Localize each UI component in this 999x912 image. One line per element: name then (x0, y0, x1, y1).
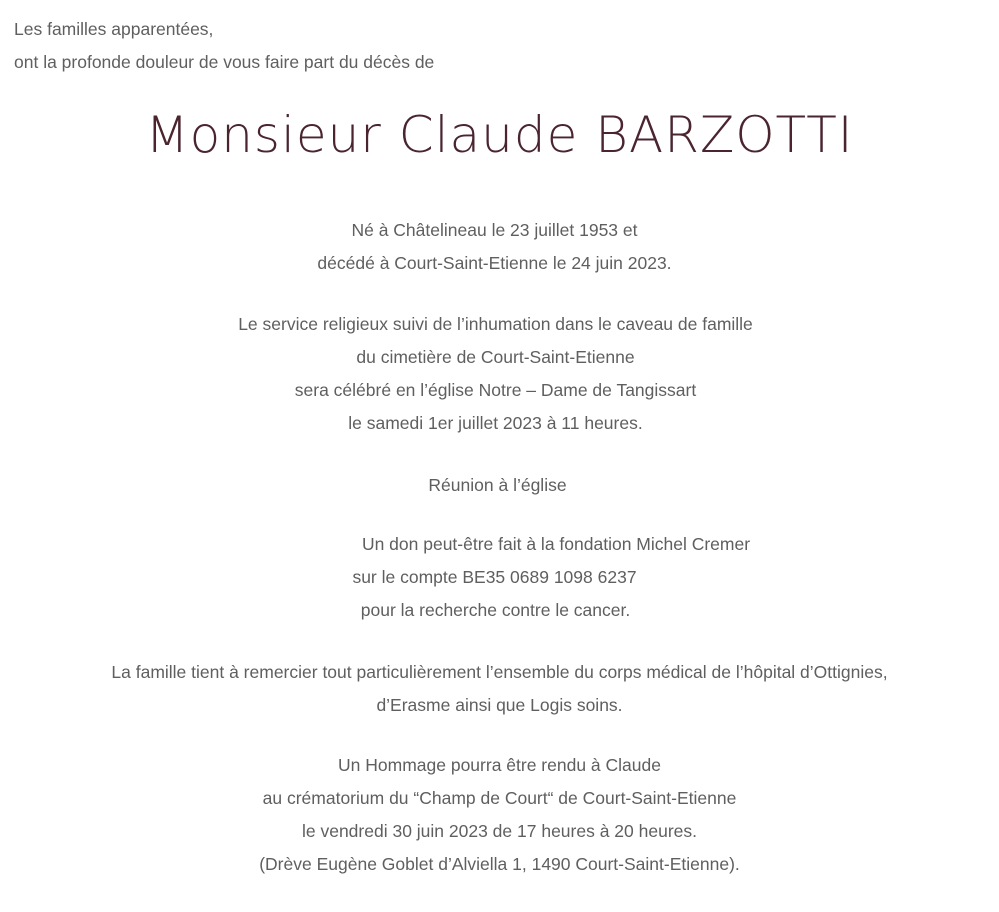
hommage-address-line: (Drève Eugène Goblet d’Alviella 1, 1490 Court-Saint-Etienne). (259, 854, 740, 874)
service-line-2: du cimetière de Court-Saint-Etienne (356, 347, 635, 367)
thanks-block (0, 656, 999, 722)
birth-line: Né à Châtelineau le 23 juillet 1953 et (351, 220, 638, 240)
deceased-name: Monsieur Claude BARZOTTI (145, 106, 854, 164)
thanks-line-1: La famille tient à remercier tout particulièrement l’ensemble du corps médical de l’hôpital d’Ottignies, (111, 662, 888, 682)
thanks-line-2: d’Erasme ainsi que Logis soins. (376, 695, 623, 715)
donation-line-1: Un don peut-être fait à la fondation Michel Cremer (361, 534, 751, 554)
reunion-block (0, 469, 997, 502)
hommage-line-3: le vendredi 30 juin 2023 de 17 heures à 20 heures. (301, 821, 697, 841)
donation-line-3: pour la recherche contre le cancer. (360, 600, 631, 620)
donation-account-line: sur le compte BE35 0689 1098 6237 (352, 567, 637, 587)
intro-block (14, 13, 434, 79)
hommage-line-2: au crématorium du “Champ de Court“ de Court-Saint-Etienne (262, 788, 737, 808)
service-line-4: le samedi 1er juillet 2023 à 11 heures. (348, 413, 643, 433)
intro-line-families: Les familles apparentées, (14, 19, 214, 39)
donation-block (0, 528, 999, 627)
service-block (0, 308, 995, 440)
intro-line-announcement: ont la profonde douleur de vous faire part du décès de (14, 52, 435, 72)
service-line-3: sera célébré en l’église Notre – Dame de Tangissart (294, 380, 697, 400)
death-line: décédé à Court-Saint-Etienne le 24 juin 2023. (317, 253, 672, 273)
service-line-1: Le service religieux suivi de l’inhumation dans le caveau de famille (238, 314, 753, 334)
hommage-line-1: Un Hommage pourra être rendu à Claude (338, 755, 661, 775)
reunion-line: Réunion à l’église (428, 475, 567, 495)
hommage-block (0, 749, 999, 881)
birth-death-block (0, 214, 994, 280)
